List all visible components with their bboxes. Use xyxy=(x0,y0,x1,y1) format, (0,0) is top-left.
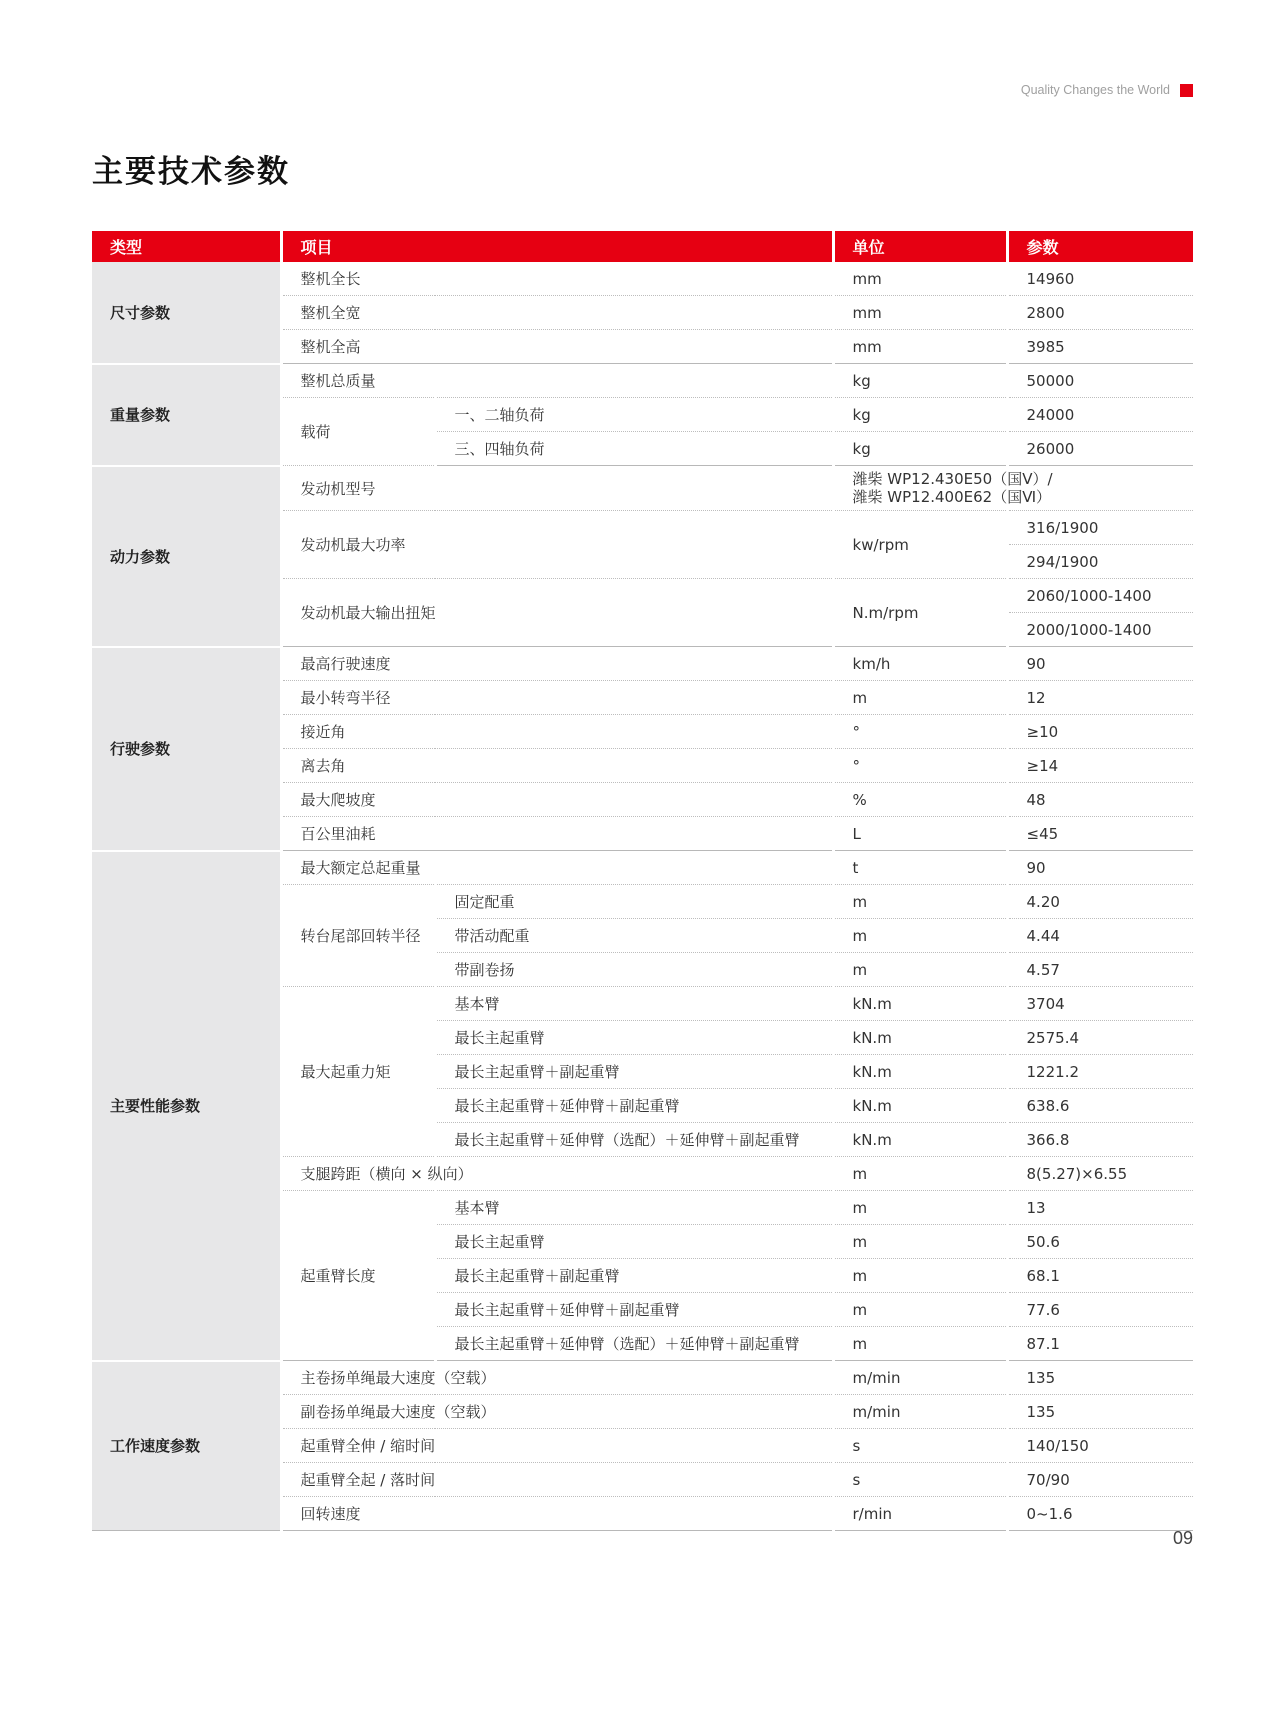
row-unit: km/h xyxy=(833,647,1007,681)
row-value: 14960 xyxy=(1007,262,1193,296)
row-item: 最大爬坡度 xyxy=(281,783,833,817)
row-item: 发动机型号 xyxy=(281,466,833,511)
row-item: 起重臂全伸 / 缩时间 xyxy=(281,1429,833,1463)
row-unit: m xyxy=(833,1293,1007,1327)
header-unit: 单位 xyxy=(833,231,1007,262)
row-value: 316/1900 xyxy=(1007,511,1193,545)
brand-square-icon xyxy=(1180,84,1193,97)
row-value: 140/150 xyxy=(1007,1429,1193,1463)
row-value: 3985 xyxy=(1007,330,1193,364)
row-unit: m xyxy=(833,1225,1007,1259)
table-row xyxy=(92,466,1193,511)
row-item: 最小转弯半径 xyxy=(281,681,833,715)
row-unit: ° xyxy=(833,749,1007,783)
row-unit: t xyxy=(833,851,1007,885)
row-unit: s xyxy=(833,1429,1007,1463)
row-value: 294/1900 xyxy=(1007,545,1193,579)
row-subitem: 最长主起重臂＋延伸臂（选配）＋延伸臂＋副起重臂 xyxy=(435,1123,833,1157)
row-unit: kN.m xyxy=(833,1021,1007,1055)
row-value: 2800 xyxy=(1007,296,1193,330)
row-value: 26000 xyxy=(1007,432,1193,466)
row-unit: s xyxy=(833,1463,1007,1497)
row-item: 副卷扬单绳最大速度（空载） xyxy=(281,1395,833,1429)
row-subitem: 最长主起重臂 xyxy=(435,1021,833,1055)
row-subitem: 基本臂 xyxy=(435,987,833,1021)
row-unit: kg xyxy=(833,432,1007,466)
row-item-tail: 转台尾部回转半径 xyxy=(281,885,435,987)
row-unit: m xyxy=(833,885,1007,919)
header-slogan xyxy=(1021,82,1193,98)
row-unit: kw/rpm xyxy=(833,511,1007,579)
row-value: ≥14 xyxy=(1007,749,1193,783)
row-value: 12 xyxy=(1007,681,1193,715)
row-subitem: 最长主起重臂 xyxy=(435,1225,833,1259)
row-subitem: 基本臂 xyxy=(435,1191,833,1225)
row-unit: kN.m xyxy=(833,1123,1007,1157)
row-subitem: 最长主起重臂＋副起重臂 xyxy=(435,1055,833,1089)
row-value: 77.6 xyxy=(1007,1293,1193,1327)
table-header-row xyxy=(92,231,1193,262)
row-unit: mm xyxy=(833,330,1007,364)
row-value: 135 xyxy=(1007,1361,1193,1395)
table-row xyxy=(92,262,1193,296)
row-item: 整机全高 xyxy=(281,330,833,364)
row-item: 整机全宽 xyxy=(281,296,833,330)
row-item: 百公里油耗 xyxy=(281,817,833,851)
page-number: 09 xyxy=(1172,1528,1193,1548)
row-value: 0~1.6 xyxy=(1007,1497,1193,1531)
row-unit: N.m/rpm xyxy=(833,579,1007,647)
category-dimension: 尺寸参数 xyxy=(92,262,281,364)
row-subitem: 最长主起重臂＋延伸臂＋副起重臂 xyxy=(435,1089,833,1123)
row-unit: m xyxy=(833,919,1007,953)
header-item: 项目 xyxy=(281,231,833,262)
row-unit: m xyxy=(833,1259,1007,1293)
row-value: 135 xyxy=(1007,1395,1193,1429)
row-item-moment: 最大起重力矩 xyxy=(281,987,435,1157)
category-weight: 重量参数 xyxy=(92,364,281,466)
row-value: 2060/1000-1400 xyxy=(1007,579,1193,613)
row-value: 50000 xyxy=(1007,364,1193,398)
row-item: 整机全长 xyxy=(281,262,833,296)
row-value: 4.44 xyxy=(1007,919,1193,953)
category-travel: 行驶参数 xyxy=(92,647,281,851)
row-unit: r/min xyxy=(833,1497,1007,1531)
row-subitem: 带副卷扬 xyxy=(435,953,833,987)
row-value: 13 xyxy=(1007,1191,1193,1225)
row-value: 4.57 xyxy=(1007,953,1193,987)
header-param: 参数 xyxy=(1007,231,1193,262)
row-unit: mm xyxy=(833,262,1007,296)
row-value: 3704 xyxy=(1007,987,1193,1021)
row-value: 90 xyxy=(1007,647,1193,681)
spec-table xyxy=(92,231,1193,1531)
row-unit: kN.m xyxy=(833,1089,1007,1123)
row-item: 接近角 xyxy=(281,715,833,749)
row-item: 发动机最大功率 xyxy=(281,511,833,579)
row-unit: m xyxy=(833,1191,1007,1225)
row-subitem: 最长主起重臂＋副起重臂 xyxy=(435,1259,833,1293)
row-value: 87.1 xyxy=(1007,1327,1193,1361)
row-value: 68.1 xyxy=(1007,1259,1193,1293)
row-unit: m xyxy=(833,953,1007,987)
category-power: 动力参数 xyxy=(92,466,281,647)
row-value: 2575.4 xyxy=(1007,1021,1193,1055)
row-value: 2000/1000-1400 xyxy=(1007,613,1193,647)
row-subitem: 固定配重 xyxy=(435,885,833,919)
row-value: 366.8 xyxy=(1007,1123,1193,1157)
table-row xyxy=(92,851,1193,885)
row-unit: m xyxy=(833,1327,1007,1361)
row-value: 8(5.27)×6.55 xyxy=(1007,1157,1193,1191)
row-item: 发动机最大输出扭矩 xyxy=(281,579,833,647)
row-value: 90 xyxy=(1007,851,1193,885)
row-unit: L xyxy=(833,817,1007,851)
row-item-boom: 起重臂长度 xyxy=(281,1191,435,1361)
row-value: 50.6 xyxy=(1007,1225,1193,1259)
row-item-load: 载荷 xyxy=(281,398,435,466)
row-item: 主卷扬单绳最大速度（空载） xyxy=(281,1361,833,1395)
row-unit: ° xyxy=(833,715,1007,749)
row-value: 638.6 xyxy=(1007,1089,1193,1123)
header-type: 类型 xyxy=(92,231,281,262)
row-unit: kN.m xyxy=(833,987,1007,1021)
table-row xyxy=(92,1361,1193,1395)
row-item: 回转速度 xyxy=(281,1497,833,1531)
row-item: 整机总质量 xyxy=(281,364,833,398)
row-item: 最高行驶速度 xyxy=(281,647,833,681)
slogan-text: Quality Changes the World xyxy=(1020,83,1170,97)
page-title: 主要技术参数 xyxy=(92,154,290,190)
row-item: 最大额定总起重量 xyxy=(281,851,833,885)
row-subitem: 一、二轴负荷 xyxy=(435,398,833,432)
engine-model-line2: 潍柴 WP12.400E62（国Ⅵ） xyxy=(852,488,1052,506)
row-unit: kN.m xyxy=(833,1055,1007,1089)
engine-model-value xyxy=(833,466,1193,511)
row-value: 48 xyxy=(1007,783,1193,817)
row-subitem: 最长主起重臂＋延伸臂＋副起重臂 xyxy=(435,1293,833,1327)
row-unit: kg xyxy=(833,364,1007,398)
category-speed: 工作速度参数 xyxy=(92,1361,281,1531)
table-row xyxy=(92,647,1193,681)
row-value: 70/90 xyxy=(1007,1463,1193,1497)
row-subitem: 三、四轴负荷 xyxy=(435,432,833,466)
row-item: 起重臂全起 / 落时间 xyxy=(281,1463,833,1497)
row-value: ≤45 xyxy=(1007,817,1193,851)
row-unit: m xyxy=(833,1157,1007,1191)
row-item: 支腿跨距（横向 × 纵向） xyxy=(281,1157,833,1191)
row-unit: kg xyxy=(833,398,1007,432)
row-subitem: 带活动配重 xyxy=(435,919,833,953)
row-value: 4.20 xyxy=(1007,885,1193,919)
row-value: 1221.2 xyxy=(1007,1055,1193,1089)
category-performance: 主要性能参数 xyxy=(92,851,281,1361)
table-row xyxy=(92,364,1193,398)
row-unit: mm xyxy=(833,296,1007,330)
row-value: ≥10 xyxy=(1007,715,1193,749)
row-item: 离去角 xyxy=(281,749,833,783)
row-subitem: 最长主起重臂＋延伸臂（选配）＋延伸臂＋副起重臂 xyxy=(435,1327,833,1361)
row-unit: % xyxy=(833,783,1007,817)
engine-model-line1: 潍柴 WP12.430E50（国Ⅴ）/ xyxy=(852,470,1053,488)
row-unit: m xyxy=(833,681,1007,715)
row-value: 24000 xyxy=(1007,398,1193,432)
row-unit: m/min xyxy=(833,1395,1007,1429)
row-unit: m/min xyxy=(833,1361,1007,1395)
